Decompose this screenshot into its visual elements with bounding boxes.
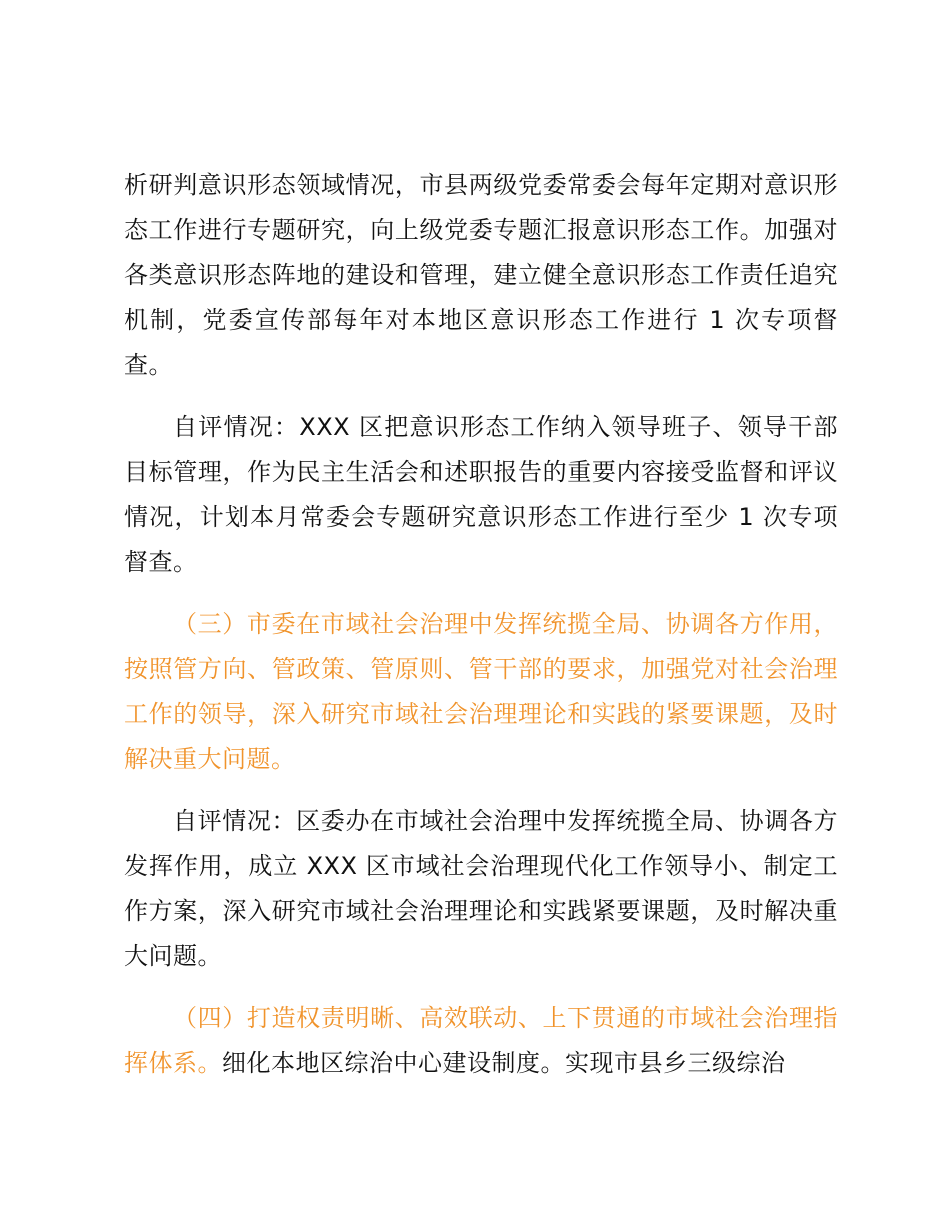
document-page [124, 163, 838, 1086]
paragraph-self-evaluation-governance: 自评情况：区委办在市域社会治理中发挥统揽全局、协调各方发挥作用，成立 XXX 区市域社会治理现代化工作领导小、制定工作方案，深入研究市域社会治理理论和实践紧要课题，及时解决重大问题。 [124, 807, 838, 970]
paragraph-section-four [124, 996, 838, 1086]
paragraph-ideology-continuation: 析研判意识形态领域情况，市县两级党委常委会每年定期对意识形态工作进行专题研究，向上级党委专题汇报意识形态工作。加强对各类意识形态阵地的建设和管理，建立健全意识形态工作责任追究机制，党委宣传部每年对本地区意识形态工作进行 1 次专项督查。 [124, 171, 838, 379]
section-heading-three: （三）市委在市域社会治理中发挥统揽全局、协调各方作用，按照管方向、管政策、管原则、管干部的要求，加强党对社会治理工作的领导，深入研究市域社会治理理论和实践的紧要课题，及时解决重大问题。 [124, 610, 838, 773]
section-heading-four: （四）打造权责明晰、高效联动、上下贯通的市域社会治理指挥体系。 [124, 1004, 838, 1077]
paragraph-self-evaluation-ideology: 自评情况：XXX 区把意识形态工作纳入领导班子、领导干部目标管理，作为民主生活会和述职报告的重要内容接受监督和评议情况，计划本月常委会专题研究意识形态工作进行至少 1 次专项督查。 [124, 413, 838, 576]
section-four-body: 细化本地区综治中心建设制度。实现市县乡三级综治 [222, 1049, 786, 1077]
